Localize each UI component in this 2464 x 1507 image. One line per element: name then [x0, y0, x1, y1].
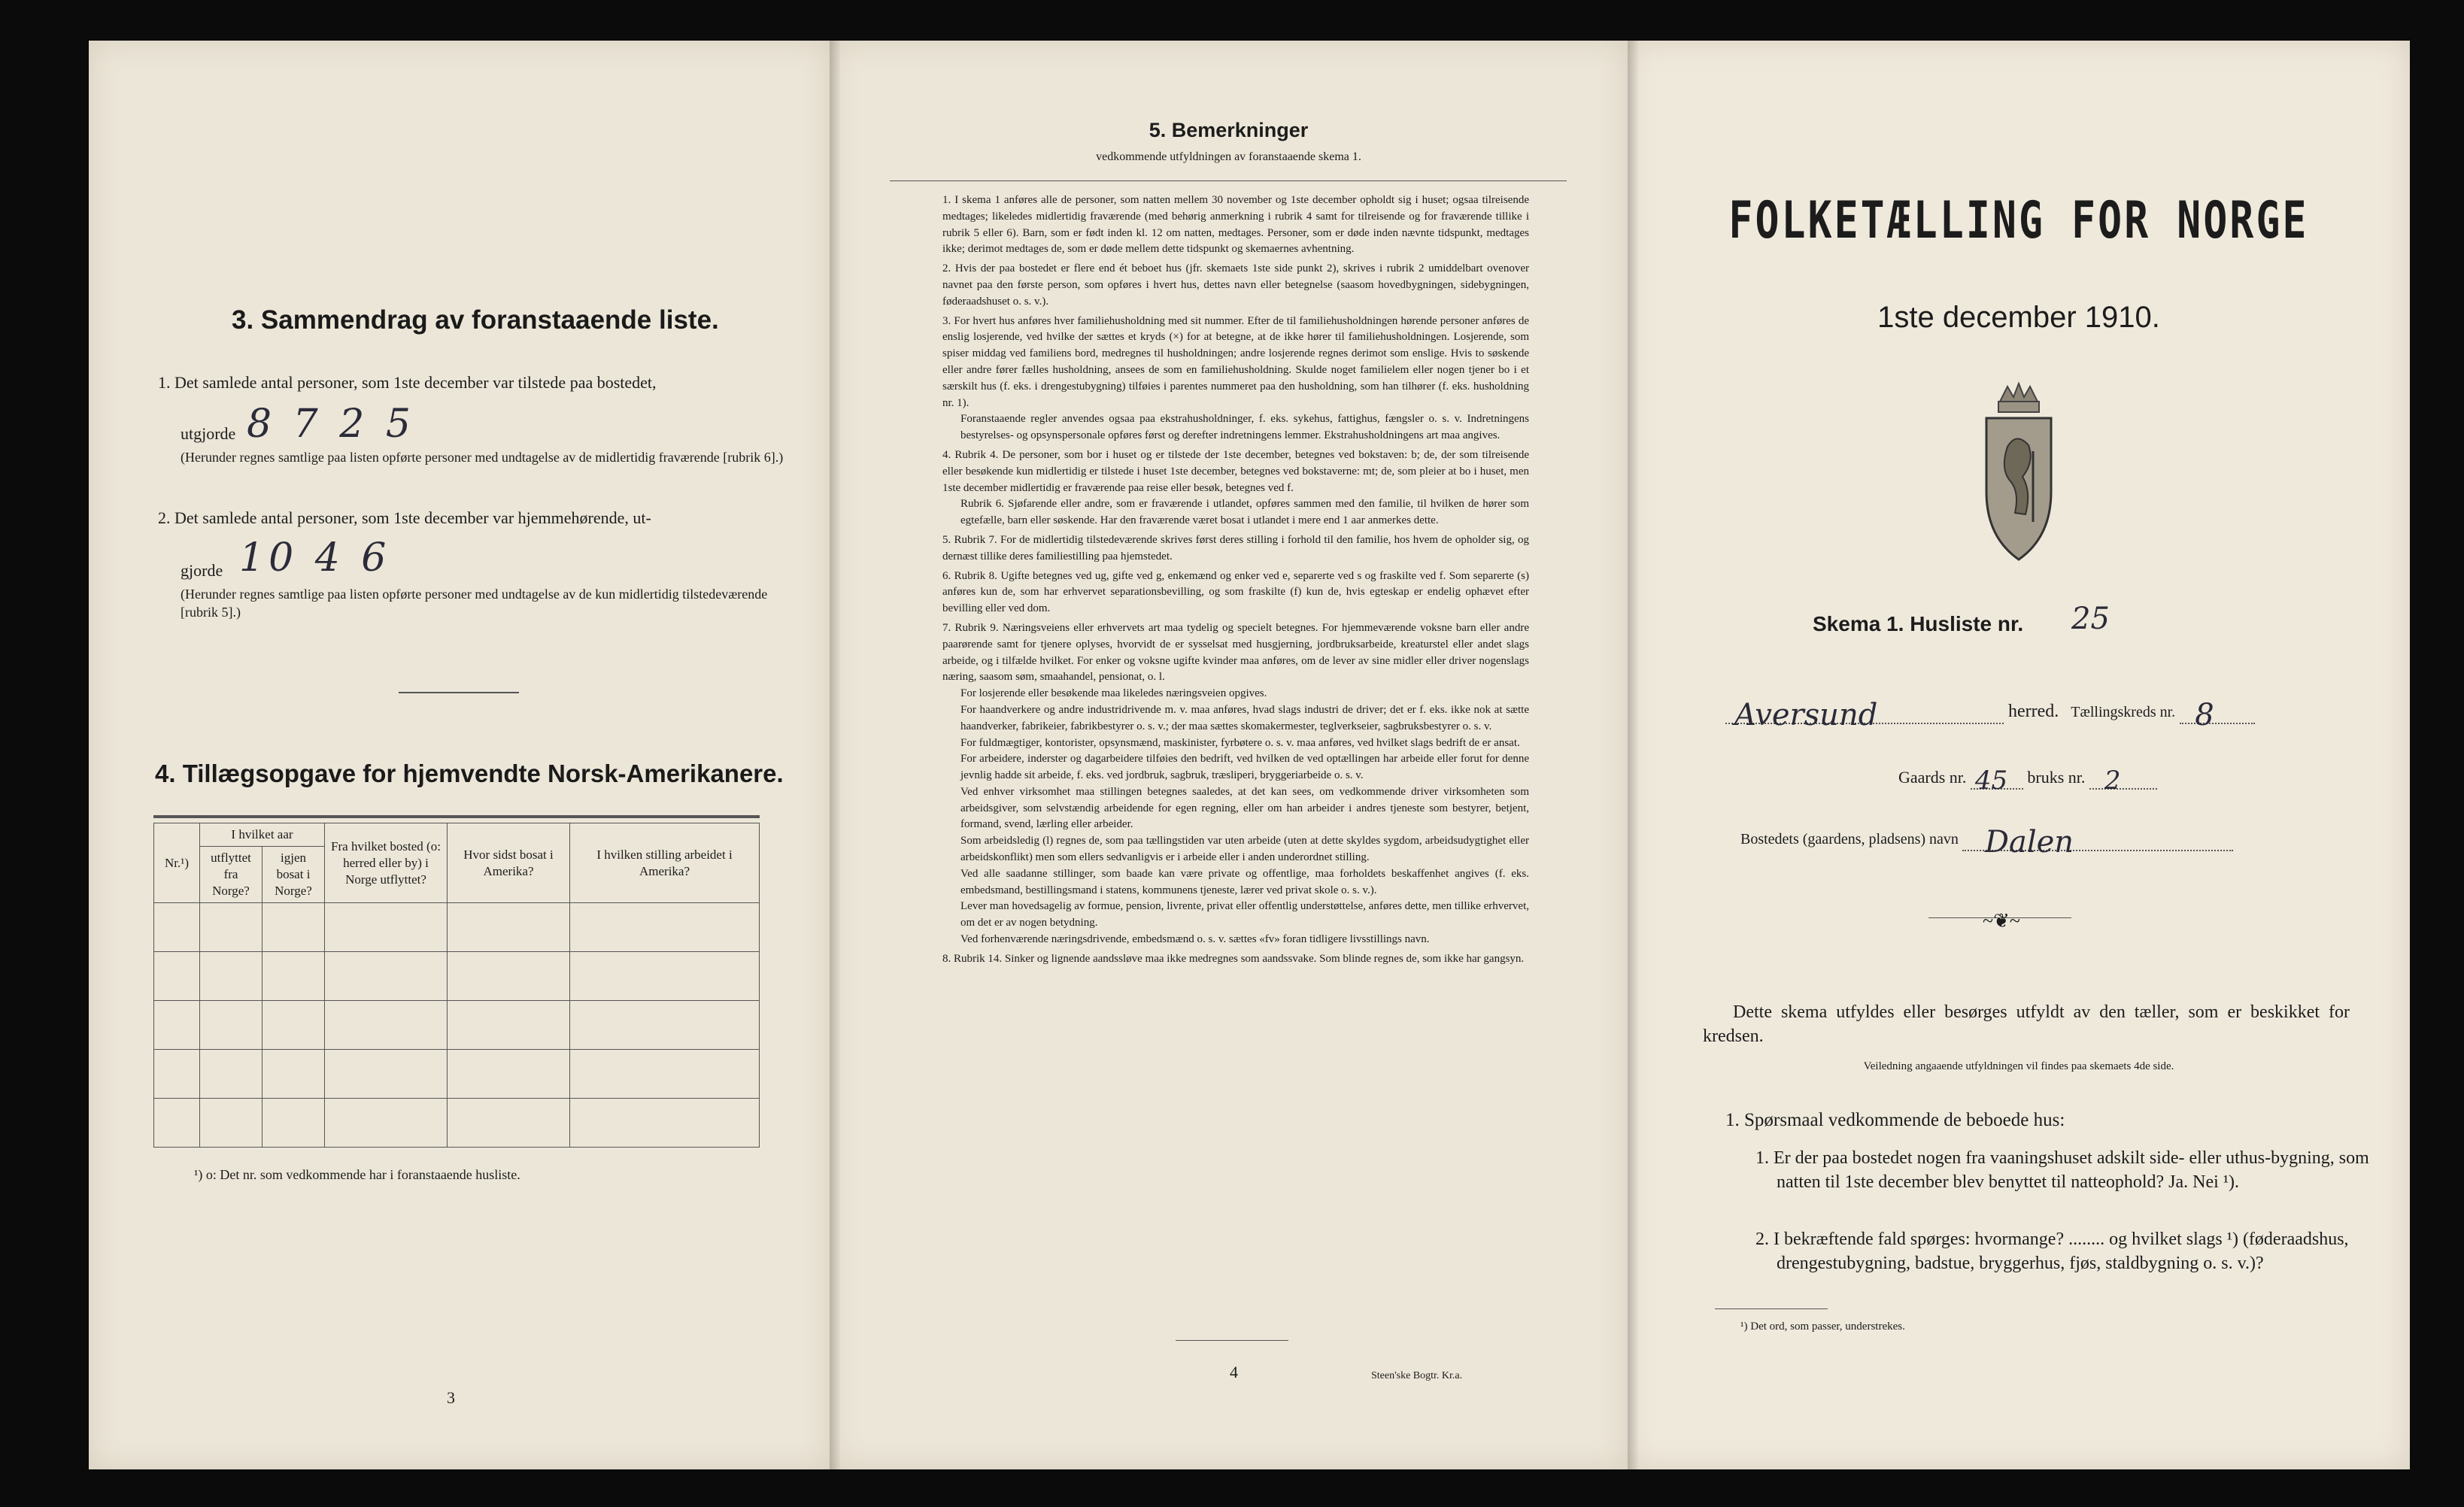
divider: [1176, 1340, 1288, 1341]
remark-item: Som arbeidsledig (l) regnes de, som paa tællingstiden var uten arbeide (uten at dette skyldes sygdom, arbeidsudygtighet eller arbeidskonflikt) men som ellers sedvanligvis er i arbeide eller i anden underordnet stilling.: [960, 835, 1529, 864]
skema-label: Skema 1. Husliste nr.: [1813, 612, 2024, 635]
question-1: 1. Er der paa bostedet nogen fra vaaningshuset adskilt side- eller uthus-bygning, som natten til 1ste december blev benyttet til natteophold? Ja. Nei ¹).: [1755, 1148, 2369, 1192]
remark-item: For losjerende eller besøkende maa likeledes næringsveien opgives.: [960, 687, 1267, 700]
remark-item: Rubrik 6. Sjøfarende eller andre, som er fraværende i utlandet, opføres sammen med den familie, til hvilken de hører som egtefælle, barn eller søskende. Har den fraværende været bosat i utlandet i mere end 1 aar anmerkes dette.: [960, 498, 1529, 527]
remarks-subtitle: vedkommende utfyldningen av foranstaaende skema 1.: [1096, 150, 1361, 163]
summary-item-2-note: (Herunder regnes samtlige paa listen opførte personer med undtagelse av de kun midlertidig tilstedeværende [rubrik 5].): [181, 587, 768, 620]
page-fold: [1628, 41, 1638, 1469]
cover-footnote: ¹) Det ord, som passer, understrekes.: [1740, 1321, 1905, 1333]
remark-item: For haandverkere og andre industridrivende m. v. maa anføres, hvad slags industri de driver; det er f. eks. ikke nok at sætte haandverker, fabrikeier, fabrikbestyrer o. s. v.; der maa sættes skomakermester, teglverkseier, sagbruksbestyrer o. s. v.: [960, 703, 1529, 732]
page-number: 3: [447, 1388, 455, 1407]
remark-item: For arbeidere, inderster og dagarbeidere tilføies den bedrift, ved hvilken de ved optællingen har arbeide eller forut for denne jevnlig hadde sit arbeide, f. eks. ved jordbruk, sagbruk, træsliperi, bryggeriarbeide o. s. v.: [960, 753, 1529, 782]
handwritten-bosted: Dalen: [1984, 825, 2074, 860]
remark-item: 3. For hvert hus anføres hver familiehusholdning med sit nummer. Efter de til familiehusholdningen hørende personer anføres de enslig losjerende, ved hvilke der sættes et kryds (×) for at betegne, at de ikke hører til familiehusholdningen. Losjerende, som spiser middag ved familiens bord, medregnes til husholdningen; andre losjerende regnes derimot som enslige. Hvis to søskende eller andre fører fælles husholdning, ansees de som en familiehusholdning. Skulde noget familielem eller nogen tjener bo i et særskilt hus (f. eks. i drengestubygning) tilføies i parentes nummeret paa den husholdning, som han tilhører (f. eks. husholdning nr. 1).: [942, 314, 1529, 409]
handwritten-gaards-nr: 45: [1974, 766, 2008, 796]
table-footnote: ¹) o: Det nr. som vedkommende har i foranstaaende husliste.: [194, 1167, 520, 1182]
section-3-title: 3. Sammendrag av foranstaaende liste.: [232, 305, 719, 335]
handwritten-bruks-nr: 2: [2104, 766, 2121, 796]
remark-item: 8. Rubrik 14. Sinker og lignende aandssløve maa ikke medregnes som aandssvake. Som blinde regnes de, som ikke har gangsyn.: [942, 952, 1525, 965]
remark-item: For fuldmægtiger, kontorister, opsynsmænd, maskinister, fyrbøtere o. s. v. maa anføres, ved hvilket slags bedrift de er ansat.: [960, 736, 1520, 749]
col-nr: Nr.¹): [154, 823, 200, 903]
bosted-row: [1740, 825, 2233, 860]
table-row: [154, 1099, 760, 1148]
remark-item: Foranstaaende regler anvendes ogsaa paa ekstrahusholdninger, f. eks. sykehus, fattighus, fængsler o. s. v. Indretningens bestyrelses- og opsynspersonale opføres først og derefter indretningens lemmer. Ekstrahusholdningens art maa angives.: [960, 413, 1529, 442]
table-row: [154, 952, 760, 1001]
divider: [399, 692, 519, 693]
section-4-title: 4. Tillægsopgave for hjemvendte Norsk-Amerikanere.: [155, 760, 784, 787]
divider: [890, 180, 1567, 181]
col-hvilket-aar: I hvilket aar: [200, 823, 325, 847]
divider: [1715, 1308, 1828, 1309]
instruction-text: Dette skema utfyldes eller besørges utfyldt av den tæller, som er beskikket for kredsen.: [1703, 1002, 2350, 1046]
handwritten-present-count: 8 7 2 5: [247, 402, 415, 447]
table-top-rule: [153, 815, 760, 818]
census-title: FOLKETÆLLING FOR NORGE: [1728, 191, 2309, 250]
remark-item: 7. Rubrik 9. Næringsveiens eller erhvervets art maa tydelig og specielt betegnes. For hjemmeværende voksne barn eller andre paarørende samt for tjenere oplyses, hvorvidt de er sysselsat med husgjerning, jordbruksarbeide, kreaturstel eller andet slags arbeide, og i tilfælde hvilket. For enker og voksne ugifte kvinder maa anføres, om de lever av sine midler eller driver nogenslags næring, saasom søm, smaahandel, pensionat, o. l.: [942, 621, 1529, 684]
gaards-label: Gaards nr.: [1898, 768, 1967, 787]
norsk-amerikanere-table: [153, 823, 760, 1148]
remarks-body: [942, 193, 1529, 968]
remark-item: 1. I skema 1 anføres alle de personer, som natten mellem 30 november og 1ste december opholdt sig i huset; ogsaa tilreisende medtages; likeledes midlertidig fraværende (med behørig anmerkning i rubrik 4 samt for tilreisende og for fraværende tillike i rubrik 5 eller 6). Barn, som er født inden kl. 12 om natten, medtages. Personer, som er døde inden nævnte tidspunkt, medtages ikke; derimot medtages de, som er døde mellem dette tidspunkt og skemaernes avhentning.: [942, 194, 1529, 256]
col-sidst-bosat: Hvor sidst bosat i Amerika?: [448, 823, 570, 903]
krets-label: Tællingskreds nr.: [2071, 704, 2176, 720]
remark-item: 4. Rubrik 4. De personer, som bor i huset og er tilstede der 1ste december, betegnes ved bokstaven: b; de, der som tilreisende eller besøkende kun midlertidig er tilstede i huset 1ste december, betegnes ved bokstaverne: mt; de, som pleier at bo i huset, men 1ste december midlertidig er fraværende paa reise eller besøk, betegnes ved f.: [942, 448, 1529, 494]
table-row: [154, 903, 760, 952]
page-3: [89, 41, 830, 1469]
remark-item: 2. Hvis der paa bostedet er flere end ét beboet hus (jfr. skemaets 1ste side punkt 2), skrives i rubrik 2 umiddelbart ovenover navnet paa den første person, som opføres i hvert hus, dettes navn eller betegnelse (saasom hovedbygningen, sidebygningen, føderaadshuset o. s. v.).: [942, 262, 1529, 308]
herred-row: [1725, 698, 2255, 732]
instruction-note: Veiledning angaaende utfyldningen vil findes paa skemaets 4de side.: [1863, 1060, 2174, 1072]
remark-item: Ved alle saadanne stillinger, som baade kan være private og offentlige, maa forholdets beskaffenhet angives (f. eks. embedsmand, bestillingsmand i statens, kommunens tjeneste, lærer ved privat skole o. s. v.).: [960, 867, 1529, 896]
bruks-label: bruks nr.: [2027, 768, 2086, 787]
remark-item: 5. Rubrik 7. For de midlertidig tilstedeværende skrives først deres stilling i forhold til den familie, hos hvem de opholder sig, og dernæst tillike deres familiestilling paa hjemstedet.: [942, 533, 1529, 562]
remark-item: Ved forhenværende næringsdrivende, embedsmænd o. s. v. sættes «fv» foran tidligere livsstillings navn.: [960, 933, 1430, 946]
handwritten-husliste-nr: 25: [2071, 602, 2110, 636]
col-utflyttet: utflyttet fra Norge?: [200, 847, 262, 903]
table-row: [154, 1050, 760, 1099]
table-row: [154, 1001, 760, 1050]
col-igjen-bosat: igjen bosat i Norge?: [262, 847, 325, 903]
page-1-cover: [1628, 41, 2410, 1469]
handwritten-resident-count: 10 4 6: [239, 535, 391, 581]
printer-imprint: Steen'ske Bogtr. Kr.a.: [1371, 1370, 1463, 1381]
handwritten-krets-nr: 8: [2195, 698, 2214, 732]
remark-item: 6. Rubrik 8. Ugifte betegnes ved ug, gifte ved g, enkemænd og enker ved e, separerte ved s og fraskilte ved f. Som separerte (s) anføres kun de, som har erhvervet separationsbevilling, og som fraskilte (f) kun de, hvis egteskap er endelig ophævet efter bevilling eller ved dom.: [942, 569, 1529, 615]
page-4-remarks: [830, 41, 1628, 1469]
remark-item: Ved enhver virksomhet maa stillingen betegnes saaledes, at det kan sees, om vedkommende driver virksomheten som arbeidsgiver, som selvstændig arbeidende for egen regning, eller om han arbeider i andres tjeneste som bestyrer, betjent, formand, svend, lærling eller arbeider.: [960, 785, 1529, 831]
col-bosted: Fra hvilket bosted (o: herred eller by) i Norge utflyttet?: [325, 823, 448, 903]
ornament-icon: ~❦~: [1983, 910, 2020, 932]
remarks-title: 5. Bemerkninger: [1149, 119, 1309, 141]
questions-title: 1. Spørsmaal vedkommende de beboede hus:: [1725, 1110, 2065, 1130]
summary-item-1: 1. Det samlede antal personer, som 1ste december var tilstede paa bostedet,: [158, 373, 657, 392]
summary-item-1-note: (Herunder regnes samtlige paa listen opførte personer med undtagelse av de midlertidig fraværende [rubrik 6].): [181, 450, 784, 465]
question-2: 2. I bekræftende fald spørges: hvormange? ........ og hvilket slags ¹) (føderaadshus, drengestubygning, badstue, bryggerhus, fjøs, staldbygning o. s. v.)?: [1755, 1230, 2349, 1273]
bosted-label: Bostedets (gaardens, pladsens) navn: [1740, 831, 1959, 847]
gaards-row: [1898, 766, 2157, 796]
summary-item-1-label: utgjorde: [181, 424, 236, 443]
handwritten-herred: Aversund: [1734, 698, 1878, 732]
coat-of-arms-icon: [1970, 379, 2068, 575]
page-fold: [830, 41, 840, 1469]
summary-item-2-label: gjorde: [181, 561, 223, 580]
page-number: 4: [1230, 1363, 1238, 1381]
summary-item-2: 2. Det samlede antal personer, som 1ste december var hjemmehørende, ut-: [158, 508, 651, 527]
col-stilling: I hvilken stilling arbeidet i Amerika?: [570, 823, 760, 903]
remark-item: Lever man hovedsagelig av formue, pension, livrente, privat eller offentlig understøttelse, anføres dette, men tillike erhvervet, om det er av nogen betydning.: [960, 900, 1529, 929]
herred-label: herred.: [2008, 702, 2059, 721]
census-date: 1ste december 1910.: [1877, 301, 2160, 334]
